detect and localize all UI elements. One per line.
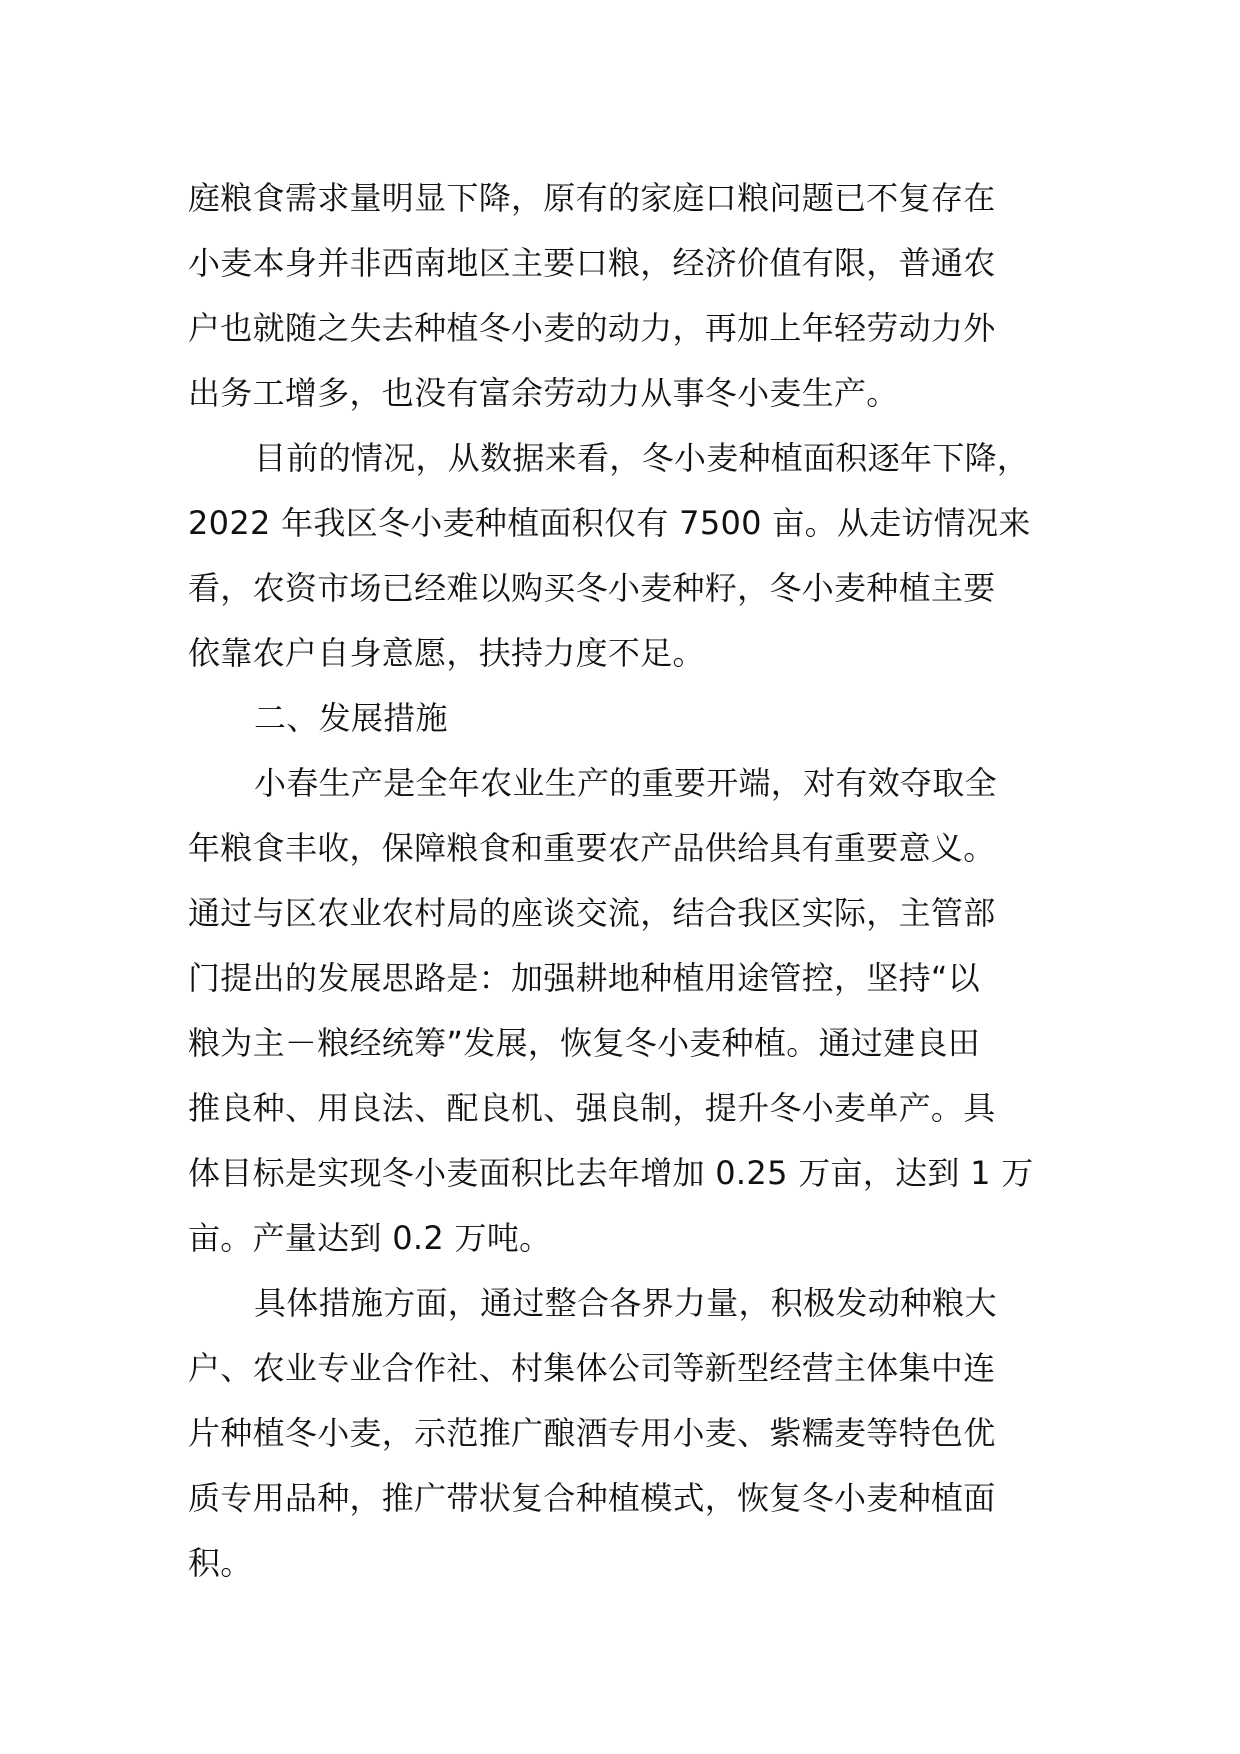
text-line: 亩。产量达到 0.2 万吨。: [188, 1219, 552, 1257]
text-line: 小麦本身并非西南地区主要口粮，经济价值有限，普通农: [188, 244, 996, 282]
text-line: 质专用品种，推广带状复合种植模式，恢复冬小麦种植面: [188, 1479, 996, 1517]
text-line: 粮为主－粮经统筹”发展，恢复冬小麦种植。通过建良田: [188, 1024, 981, 1062]
text-line: 片种植冬小麦，示范推广酿酒专用小麦、紫糯麦等特色优: [188, 1414, 996, 1452]
section-heading: 二、发展措施: [254, 699, 448, 737]
text-line: 依靠农户自身意愿，扶持力度不足。: [188, 634, 705, 672]
document-body: [188, 166, 1068, 1596]
text-line: 庭粮食需求量明显下降，原有的家庭口粮问题已不复存在: [188, 179, 996, 217]
text-line: 积。: [188, 1544, 253, 1582]
text-line: 年粮食丰收，保障粮食和重要农产品供给具有重要意义。: [188, 829, 996, 867]
text-line: 户也就随之失去种植冬小麦的动力，再加上年轻劳动力外: [188, 309, 996, 347]
text-line: 2022 年我区冬小麦种植面积仅有 7500 亩。从走访情况来: [188, 504, 1031, 542]
text-line: 出务工增多，也没有富余劳动力从事冬小麦生产。: [188, 374, 899, 412]
text-line: 门提出的发展思路是：加强耕地种植用途管控，坚持“以: [188, 959, 981, 997]
text-line: 体目标是实现冬小麦面积比去年增加 0.25 万亩，达到 1 万: [188, 1154, 1034, 1192]
text-line: 推良种、用良法、配良机、强良制，提升冬小麦单产。具: [188, 1089, 996, 1127]
paragraph-first-line: 目前的情况，从数据来看，冬小麦种植面积逐年下降，: [254, 439, 1030, 477]
text-line: 户、农业专业合作社、村集体公司等新型经营主体集中连: [188, 1349, 996, 1387]
text-line: 通过与区农业农村局的座谈交流，结合我区实际，主管部: [188, 894, 996, 932]
paragraph-first-line: 小春生产是全年农业生产的重要开端，对有效夺取全: [254, 764, 997, 802]
paragraph-first-line: 具体措施方面，通过整合各界力量，积极发动种粮大: [254, 1284, 997, 1322]
text-line: 看，农资市场已经难以购买冬小麦种籽，冬小麦种植主要: [188, 569, 996, 607]
